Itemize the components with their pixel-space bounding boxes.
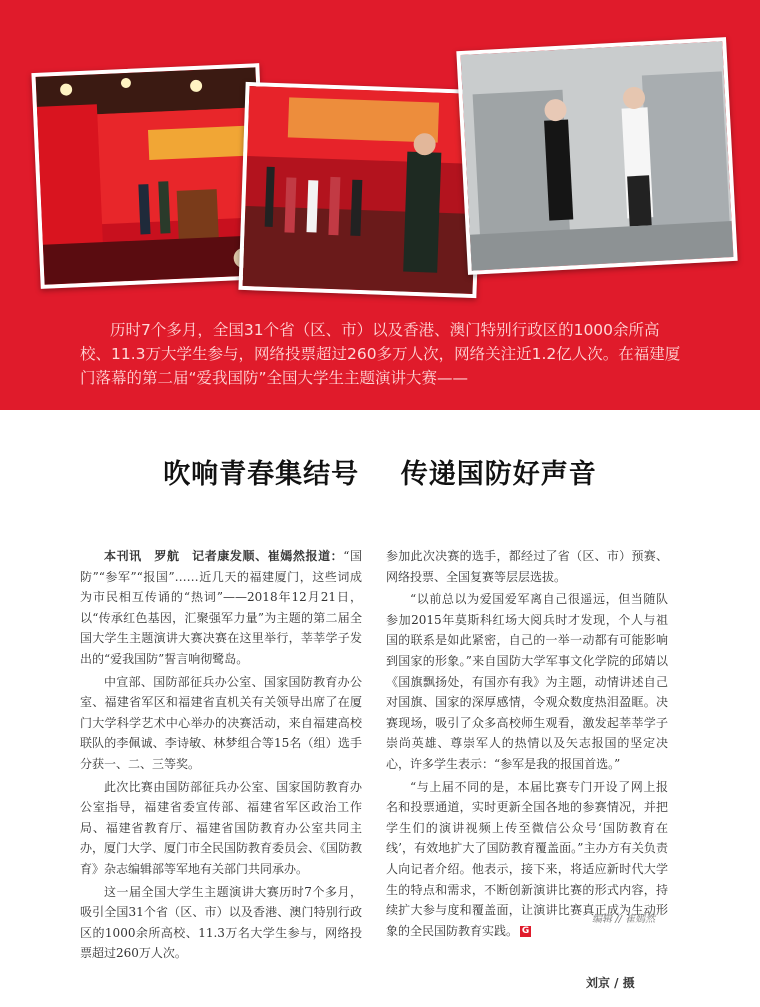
byline: 本刊讯 罗航 记者康发顺、崔嫣然报道： xyxy=(104,549,344,563)
article-column-left xyxy=(80,546,362,966)
page-title: 吹响青春集结号 传递国防好声音 xyxy=(163,459,597,490)
article-paragraph-1 xyxy=(80,546,362,670)
photo-speakers-duo xyxy=(456,37,737,275)
article-paragraph-1-text: “国防”“参军”“报国”……近几天的福建厦门，这些词成为市民相互传诵的“热词”——2018年12月21日，以“传承红色基因，汇聚强军力量”为主题的第二届全国大学生主题演讲大赛决赛在这里举行，莘莘学子发出的“爱我国防”誓言响彻鹭岛。 xyxy=(80,549,362,666)
photo-credit: 刘京 / 摄 xyxy=(586,976,635,990)
editor-credit: 编辑 // 崔嫣然 xyxy=(592,914,656,925)
article-paragraph-3: 此次比赛由国防部征兵办公室、国家国防教育办公室指导，福建省委宣传部、福建省军区政治工作局、福建省教育厅、福建省国防教育办公室共同主办，厦门大学、厦门市全民国防教育委员会、《国防教育》杂志编辑部等军地有关部门共同承办。 xyxy=(80,779,363,876)
article-paragraph-4: 这一届全国大学生主题演讲大赛历时7个多月，吸引全国31个省（区、市）以及香港、澳门特别行政区的1000余所高校、11.3万名大学生参与，网络投票超过260万人次。 xyxy=(80,884,362,961)
red-banner xyxy=(0,0,760,410)
photo-stage-final xyxy=(31,63,268,289)
article-column-right xyxy=(386,546,668,943)
article-paragraph-7-text: “与上届不同的是，本届比赛专门开设了网上报名和投票通道，实时更新全国各地的参赛情况，并把学生们的演讲视频上传至微信公众号‘国防教育在线’，有效地扩大了国防教育覆盖面。”主办方有关负责人向记者介绍。他表示，接下来，将适应新时代大学生的特点和需求，不断创新演讲比赛的形式内容，持续扩大参与度和覆盖面，让演讲比赛真正成为生动形象的全民国防教育实践。 xyxy=(386,779,668,938)
end-mark-icon: G xyxy=(521,925,530,936)
article-paragraph-2: 中宣部、国防部征兵办公室、国家国防教育办公室、福建省军区和福建省直机关有关领导出席了在厦门大学科学艺术中心举办的决赛活动，来自福建高校联队的李佩诚、李诗敏、林梦组合等15名（组）选手分获一、二、三等奖。 xyxy=(80,674,362,771)
article-paragraph-5: 参加此次决赛的选手，都经过了省（区、市）预赛、网络投票、全国复赛等层层选拔。 xyxy=(386,549,668,584)
photo-award-ceremony xyxy=(238,82,483,298)
article-paragraph-6: “以前总以为爱国爱军离自己很遥远，但当随队参加2015年莫斯科红场大阅兵时才发现，个人与祖国的联系是如此紧密，自己的一举一动都有可能影响到国家的形象。”来自国防大学军事文化学院的邱婧以《国旗飘扬处，有国亦有我》为主题，动情讲述自己对国旗、国家的深厚感情，令观众数度热泪盈眶。决赛现场，吸引了众多高校师生观看，激发起莘莘学子崇尚英雄、尊崇军人的热情以及矢志报国的坚定决心，许多学生表示：“参军是我的报国首选。” xyxy=(386,592,668,771)
intro-paragraph: 历时7个多月，全国31个省（区、市）以及香港、澳门特别行政区的1000余所高校、11.3万大学生参与，网络投票超过260多万人次，网络关注近1.2亿人次。在福建厦门落幕的第二届“爱我国防”全国大学生主题演讲大赛—— xyxy=(80,321,681,387)
